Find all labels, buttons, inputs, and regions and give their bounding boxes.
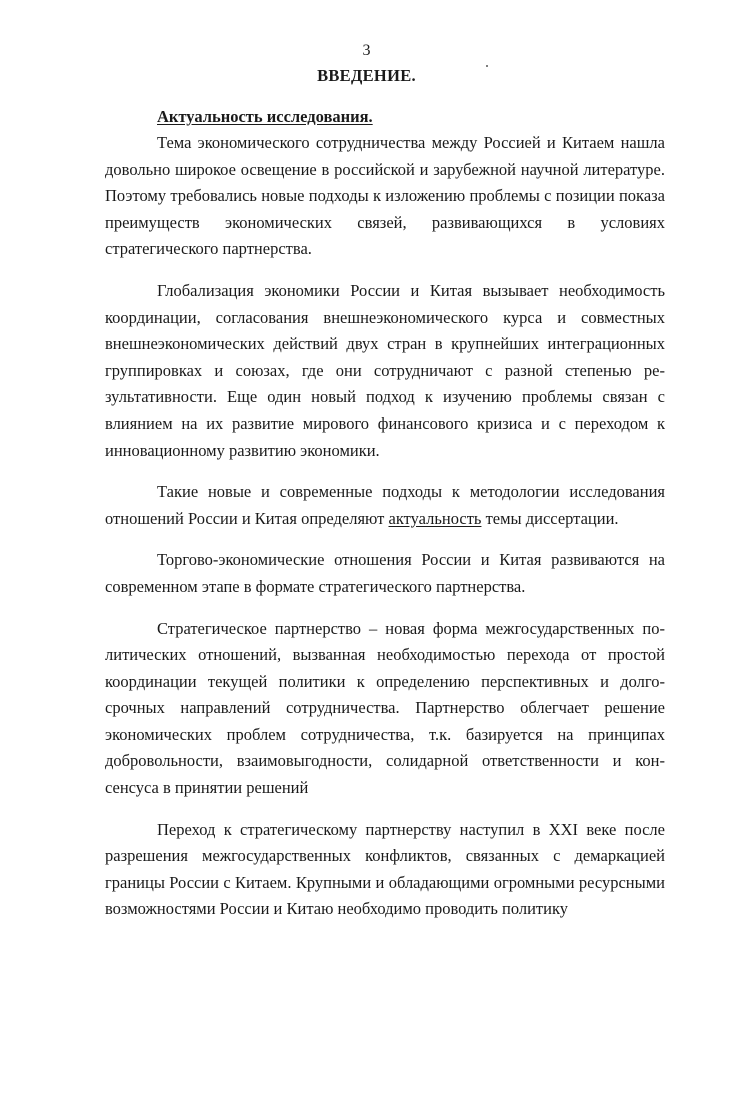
paragraph-3 (105, 479, 665, 532)
paragraph-4: Торгово-экономические отношения России и Китая развиваются на современном этапе в формате стратегического партнерства. (105, 550, 665, 596)
section-title: Актуальность исследования. (157, 107, 373, 126)
chapter-heading: ВВЕДЕНИЕ. (317, 66, 416, 85)
relevance-term: актуальность (388, 508, 482, 528)
paragraph-3-end: темы диссертации. (481, 508, 619, 528)
paragraph-3-start: Такие новые и современные подходы к методологии исследования отношений России и Китая определяют (105, 482, 665, 528)
paragraph-6: Переход к стратегическому партнерству наступил в XXI веке после разрешения межгосударственных конфликтов, связанных с демаркацией границы России с Китаем. Крупными и обладающими огромными ресурсными возможностями России и Китаю необходимо проводить политику (105, 819, 665, 919)
paragraph-2: Глобализация экономики России и Китая вызывает необходимость координации, согласования внешнеэкономического курса и совместных внешнеэкономических действий двух стран в крупнейших интеграционных группировках и союзах, где они сотрудничают с разной степенью результативности. Еще один новый подход к изучению проблемы связан с влиянием на их развитие мирового финансового кризиса и с переходом к инновационному развитию экономики. (105, 280, 665, 460)
paragraph-1: Тема экономического сотрудничества между Россией и Китаем нашла довольно широкое освещение в российской и зарубежной научной литературе. Поэтому требовались новые подходы к изложению проблемы с позиции показа преимуществ экономических связей, развивающихся в условиях стратегического партнерства. (105, 133, 665, 259)
page-number: 3 (362, 42, 371, 59)
paragraph-5: Стратегическое партнерство – новая форма межгосударственных политических отношений, вызванная необходимостью перехода от простой координации текущей политики к определению перспективных и долгосрочных направлений сотрудничества. Партнерство облегчает решение экономических проблем сотрудничества, т.к. базируется на принципах добровольности, взаимовыгодности, солидарной ответственности и консенсуса в принятии решений (105, 618, 665, 798)
body-text (105, 130, 665, 923)
